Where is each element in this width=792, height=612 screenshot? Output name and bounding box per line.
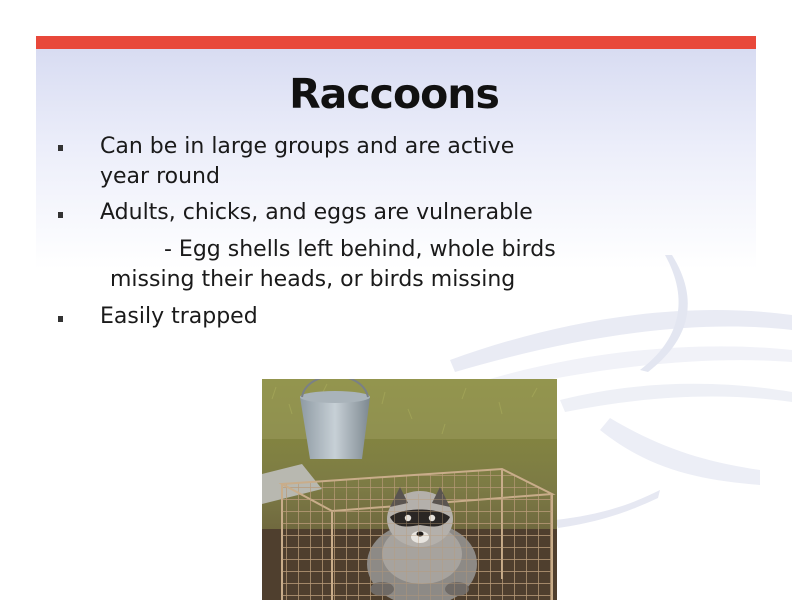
sub-bullet-text: missing their heads, or birds missing — [110, 267, 516, 292]
bullet-item — [100, 198, 533, 228]
bullet-text: Easily trapped — [100, 304, 258, 329]
bullet-marker — [58, 316, 63, 322]
bullet-marker — [58, 212, 63, 218]
bullet-marker — [58, 145, 63, 151]
sub-bullet-text: - Egg shells left behind, whole birds — [164, 237, 556, 262]
raccoon-photo — [262, 379, 557, 600]
bullet-item — [100, 302, 258, 332]
sub-bullet — [110, 235, 556, 295]
slide-title: Raccoons — [289, 70, 499, 118]
bullet-item — [100, 132, 514, 192]
bullet-text: year round — [100, 164, 220, 189]
raccoon-photo-illustration — [262, 379, 557, 600]
bullet-text: Adults, chicks, and eggs are vulnerable — [100, 200, 533, 225]
bullet-text: Can be in large groups and are active — [100, 134, 515, 159]
